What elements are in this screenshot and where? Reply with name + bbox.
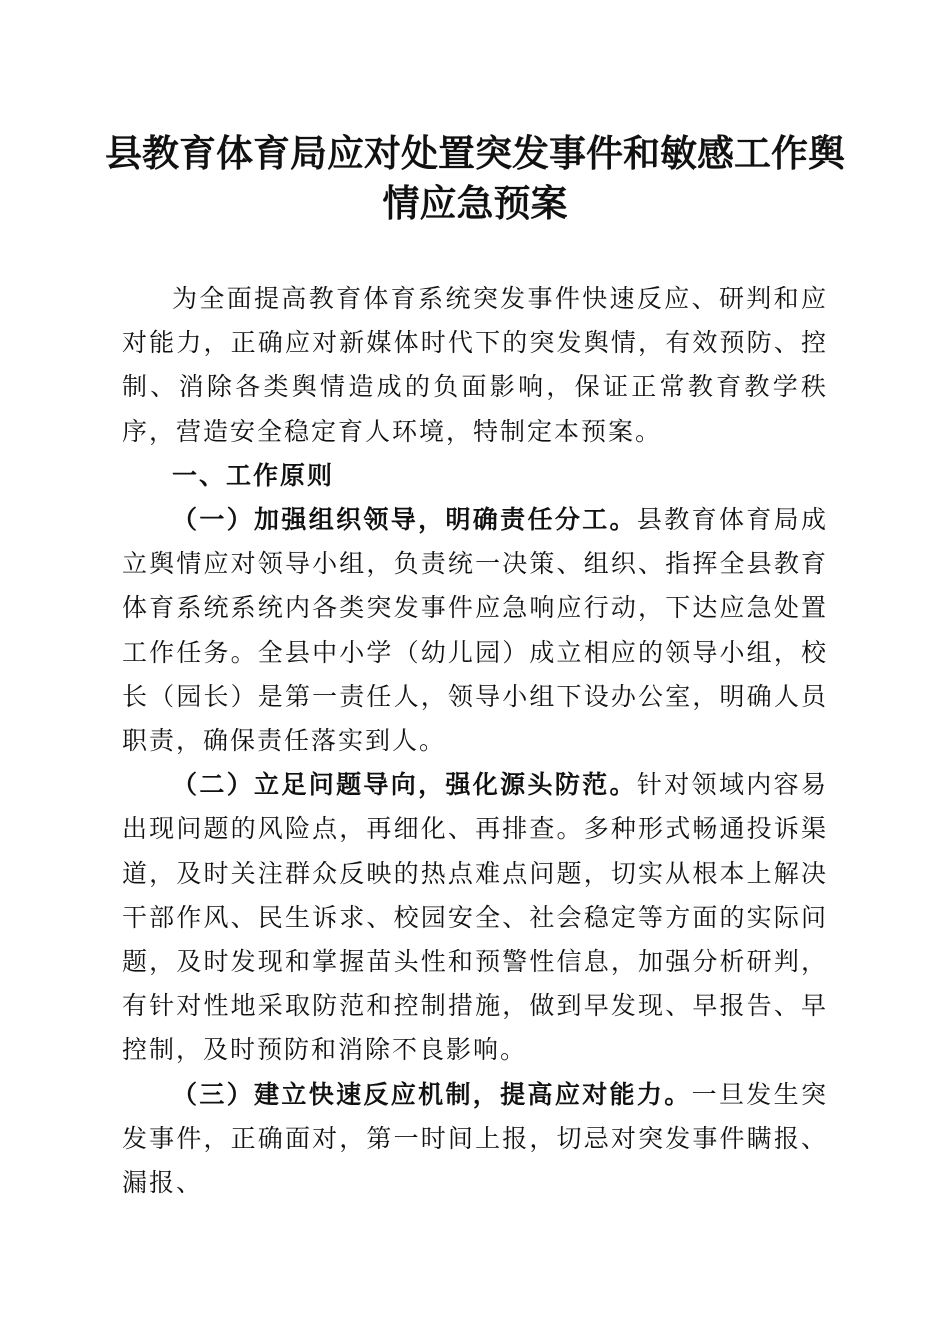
document-title: 县教育体育局应对处置突发事件和敏感工作舆情应急预案 [105, 131, 845, 225]
principle-lead-3: （三）建立快速反应机制，提高应对能力。 [172, 1079, 692, 1109]
section-heading-work-principles: 一、工作原则 [172, 460, 335, 490]
principle-text-1: 县教育体育局成立舆情应对领导小组，负责统一决策、组织、指挥全县教育体育系统系统内各类突发事件应急响应行动，下达应急处置工作任务。全县中小学（幼儿园）成立相应的领导小组，校长（园长）是第一责任人，领导小组下设办公室，明确人员职责，确保责任落实到人。 [122, 505, 828, 756]
principle-text-2: 针对领域内容易出现问题的风险点，再细化、再排查。多种形式畅通投诉渠道，及时关注群众反映的热点难点问题，切实从根本上解决干部作风、民生诉求、校园安全、社会稳定等方面的实际问题，及时发现和掌握苗头性和预警性信息，加强分析研判，有针对性地采取防范和控制措施，做到早发现、早报告、早控制，及时预防和消除不良影响。 [122, 770, 828, 1065]
principle-paragraph-2 [122, 763, 828, 1072]
document-body [122, 277, 828, 1205]
principle-text-3: 一旦发生突发事件，正确面对，第一时间上报，切忌对突发事件瞒报、漏报、 [122, 1079, 828, 1198]
principle-paragraph-1 [122, 498, 828, 763]
principle-lead-1: （一）加强组织领导，明确责任分工。 [172, 505, 637, 535]
intro-paragraph: 为全面提高教育体育系统突发事件快速反应、研判和应对能力，正确应对新媒体时代下的突发舆情，有效预防、控制、消除各类舆情造成的负面影响，保证正常教育教学秩序，营造安全稳定育人环境，特制定本预案。 [122, 284, 828, 446]
principle-lead-2: （二）立足问题导向，强化源头防范。 [172, 770, 637, 800]
principle-paragraph-3 [122, 1073, 828, 1206]
